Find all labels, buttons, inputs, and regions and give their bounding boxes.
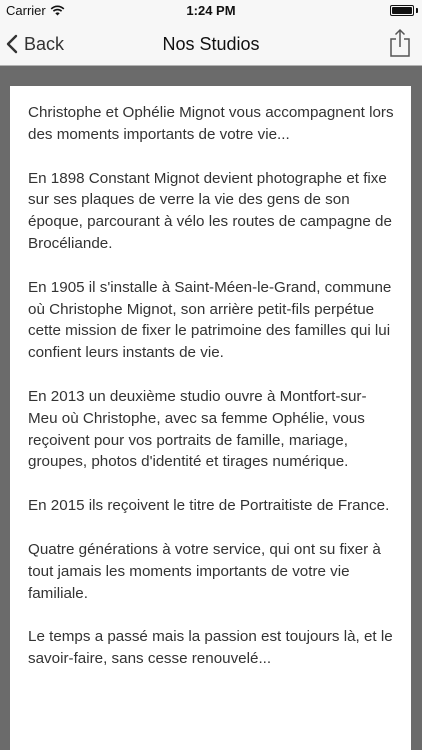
battery-level [392, 7, 412, 14]
paragraph-2013: En 2013 un deuxième studio ouvre à Montfort-sur-Meu où Christophe, avec sa femme Ophélie, vous reçoivent pour vos portraits de famille, mariage, groupes, photos d'identité et tirages numérique. [28, 387, 367, 471]
paragraph-passion: Le temps a passé mais la passion est toujours là, et le savoir-faire, sans cesse renouvelé... [28, 628, 393, 668]
page-title: Nos Studios [162, 34, 260, 54]
navigation-bar [0, 22, 422, 66]
paragraph-1898: En 1898 Constant Mignot devient photographe et fixe sur ses plaques de verre la vie des gens de son époque, parcourant à vélo les routes de campagne de Brocéliande. [28, 169, 392, 252]
status-time: 1:24 PM [186, 3, 236, 18]
back-label: Back [24, 33, 65, 54]
status-bar [0, 0, 422, 22]
paragraph-intro: Christophe et Ophélie Mignot vous accompagnent lors des moments importants de votre vie... [28, 104, 394, 143]
content-card [10, 86, 411, 750]
share-icon [388, 28, 412, 58]
paragraph-generations: Quatre générations à votre service, qui ont su fixer à tout jamais les moments importants de votre vie familiale. [28, 540, 381, 602]
paragraph-1905: En 1905 il s'installe à Saint-Méen-le-Grand, commune où Christophe Mignot, son arrière petit-fils perpétue cette mission de fixer le patrimoine des familles qui lui confient leurs instants de vie. [28, 278, 392, 362]
share-button[interactable] [388, 28, 412, 58]
battery-nub [416, 8, 418, 13]
battery-icon [390, 5, 414, 16]
paragraph-2015: En 2015 ils reçoivent le titre de Portraitiste de France. [28, 497, 390, 515]
carrier-label: Carrier [6, 3, 46, 18]
